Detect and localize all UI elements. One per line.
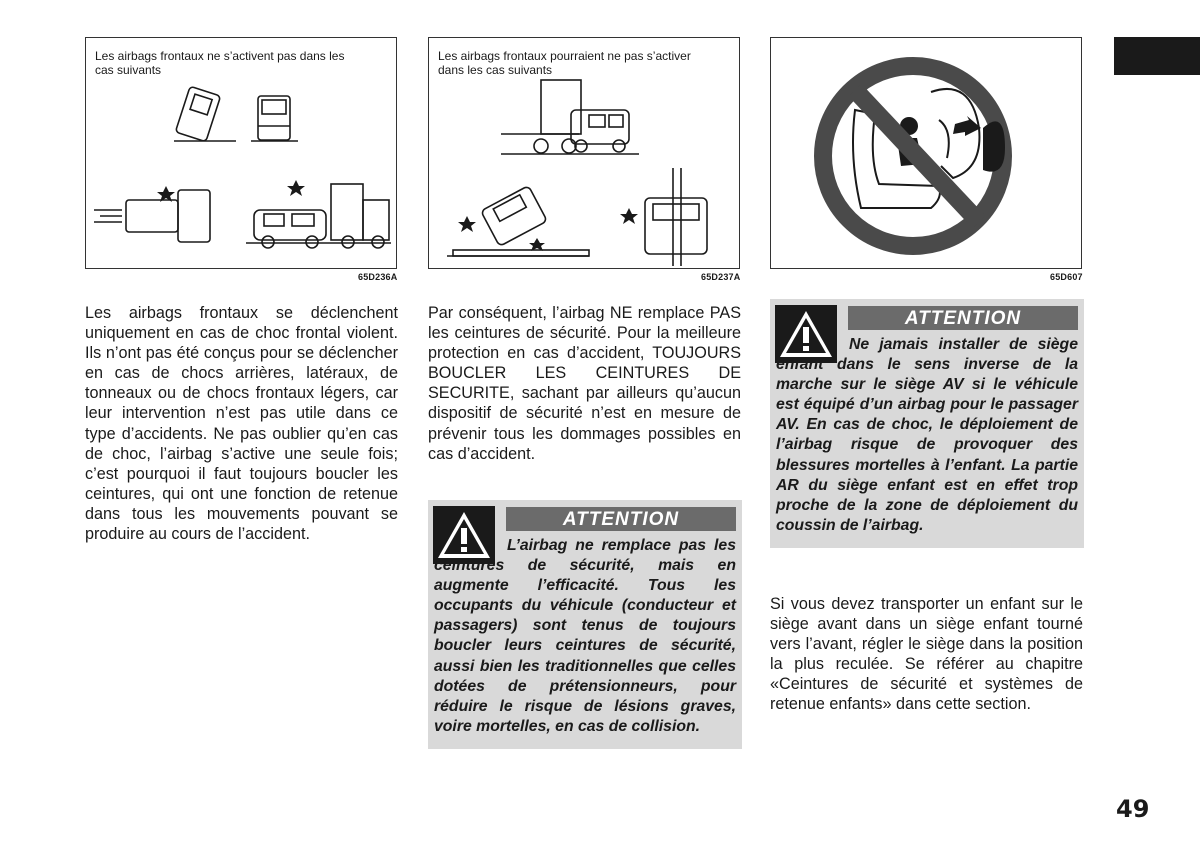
- attention-title: ATTENTION: [506, 507, 736, 531]
- attention-text: Ne jamais installer de siège enfant dans le sens inverse de la marche sur le siège AV si le véhicule est équipé d’un airbag pour le passager AV. En cas de choc, le déploiement de l’airbag risque de provoquer des blessures mortelles à l’enfant. La partie AR du siège enfant est en effet trop proche de la zone de déploiement du coussin de l’airbag.: [776, 336, 1078, 534]
- attention-text: L’airbag ne remplace pas les ceintures de sécurité, mais en augmente l’efficacité. Tous les occupants du véhicule (conducteur et passagers) sont tenus de toujours boucler leurs ceintures de sécurité, aussi bien les traditionnelles que celles dotées de prétensionneurs, pour réduire le risque de lésions graves, voire mortelles, en cas de collision.: [434, 537, 736, 735]
- figure-airbags-no-activation: [85, 37, 397, 269]
- figure-airbags-may-not-activate: [428, 37, 740, 269]
- chapter-tab-marker: [1114, 37, 1200, 75]
- prohibition-icon: [771, 38, 1081, 268]
- figure-rear-facing-seat-prohibited: [770, 37, 1082, 269]
- column2-paragraph: Par conséquent, l’airbag NE remplace PAS les ceintures de sécurité. Pour la meilleure protection en cas d’accident, TOUJOURS BOUCLER LES CEINTURES DE SECURITE, sachant par ailleurs qu’aucun dispositif de sécurité n’est en mesure de prévenir tous les dommages possibles en cas d’accident.: [428, 304, 741, 463]
- figure-code: 65D237A: [701, 272, 741, 282]
- figure-caption: Les airbags frontaux pourraient ne pas s’activer dans les cas suivants: [438, 49, 691, 77]
- attention-title: ATTENTION: [848, 306, 1078, 330]
- figure-code: 65D236A: [358, 272, 398, 282]
- attention-box: [428, 500, 742, 749]
- column3-paragraph: Si vous devez transporter un enfant sur le siège avant dans un siège enfant tourné vers l’avant, régler le siège dans la position la plus reculée. Se référer au chapitre «Ceintures de sécurité et systèmes de retenue enfants» dans cette section.: [770, 595, 1083, 714]
- figure-code: 65D607: [1050, 272, 1083, 282]
- figure-caption: Les airbags frontaux ne s’activent pas dans les cas suivants: [95, 49, 345, 77]
- page-number: 49: [1116, 795, 1150, 823]
- attention-box: [770, 299, 1084, 548]
- column1-paragraph: Les airbags frontaux se déclenchent uniquement en cas de choc frontal violent. Ils n’ont pas été conçus pour se déclencher en cas de chocs arrières, latéraux, de tonneaux ou de chocs frontaux légers, car leur intervention n’est pas utile dans ce type d’accidents. Ne pas oublier qu’en cas de choc, l’airbag s’active une seule fois; c’est pourquoi il faut toujours boucler les ceintures, qui ont une fonction de retenue dans tous les mouvements pouvant se produire au cours de l’accident.: [85, 304, 398, 544]
